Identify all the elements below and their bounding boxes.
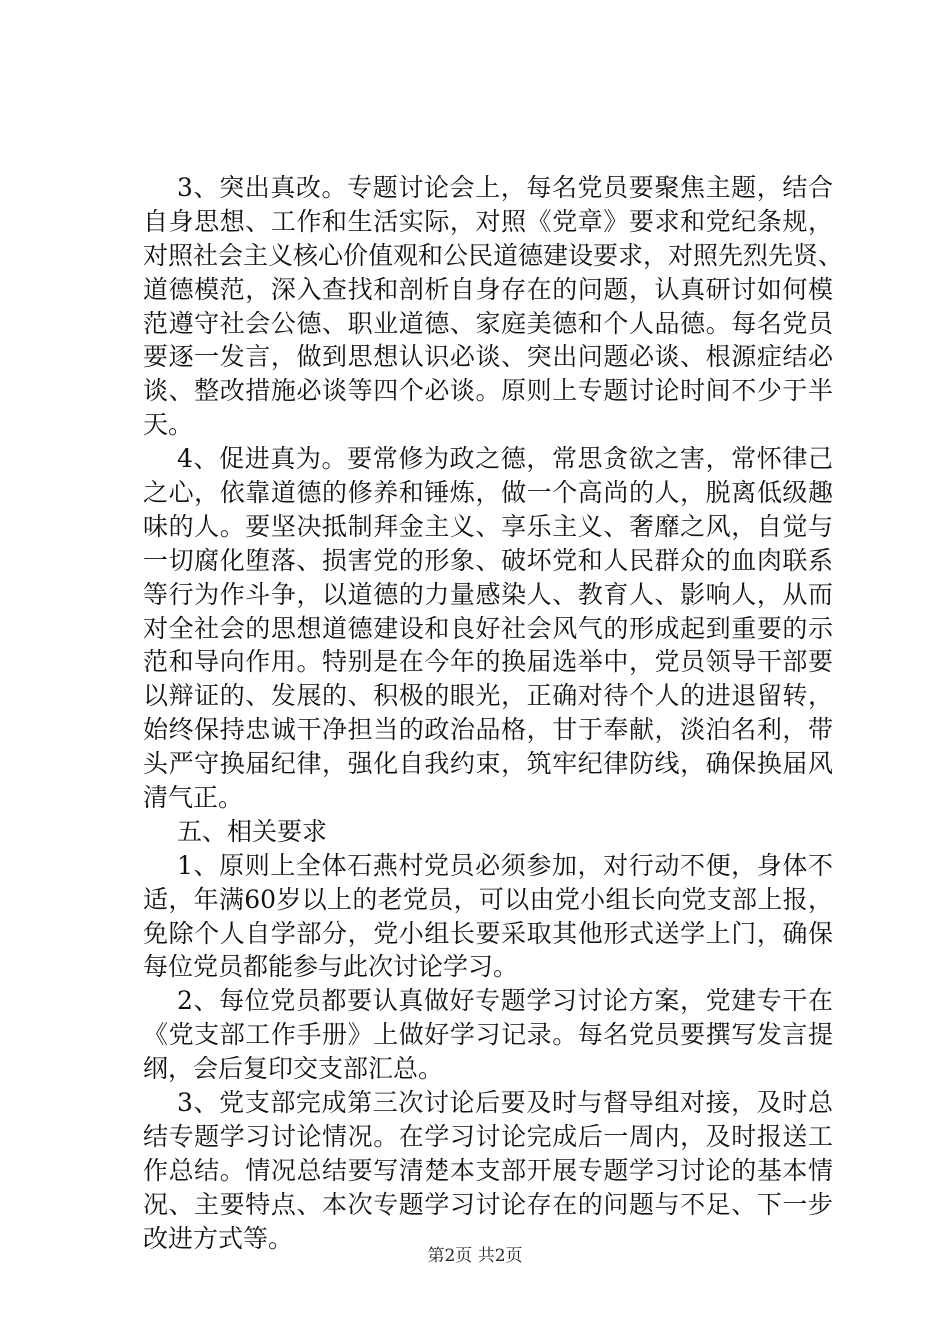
text-line: 每位党员都能参与此次讨论学习。: [143, 952, 519, 982]
text-line: 况、主要特点、本次专题学习讨论存在的问题与不足、下一步: [143, 1189, 833, 1219]
text-line: 之心，依靠道德的修养和锤炼，做一个高尚的人，脱离低级趣: [143, 478, 833, 508]
text-line: 自身思想、工作和生活实际，对照《党章》要求和党纪条规，: [143, 206, 833, 236]
text-line: 适，年满60岁以上的老党员，可以由党小组长向党支部上报，: [143, 884, 833, 914]
text-line: 免除个人自学部分，党小组长要采取其他形式送学上门，确保: [143, 918, 833, 948]
text-line: 范和导向作用。特别是在今年的换届选举中，党员领导干部要: [143, 647, 833, 677]
text-line: 3、党支部完成第三次讨论后要及时与督导组对接，及时总: [177, 1088, 833, 1118]
text-line: 始终保持忠诚干净担当的政治品格，甘于奉献，淡泊名利，带: [143, 715, 833, 745]
text-line: 3、突出真改。专题讨论会上，每名党员要聚焦主题，结合: [177, 173, 833, 202]
page-footer: 第2页 共2页: [427, 1246, 523, 1266]
text-line: 道德模范，深入查找和剖析自身存在的问题，认真研讨如何模: [143, 274, 833, 304]
text-line: 4、促进真为。要常修为政之德，常思贪欲之害，常怀律己: [177, 444, 833, 474]
text-line: 《党支部工作手册》上做好学习记录。每名党员要撰写发言提: [143, 1020, 833, 1050]
text-line: 头严守换届纪律，强化自我约束，筑牢纪律防线，确保换届风: [143, 749, 833, 779]
text-line: 结专题学习讨论情况。在学习讨论完成后一周内，及时报送工: [143, 1121, 833, 1151]
document-body: [143, 171, 844, 1256]
text-line: 对全社会的思想道德建设和良好社会风气的形成起到重要的示: [143, 613, 833, 643]
text-line: 改进方式等。: [143, 1223, 294, 1253]
text-line: 五、相关要求: [177, 816, 328, 846]
text-line: 2、每位党员都要认真做好专题学习讨论方案，党建专干在: [177, 986, 833, 1016]
text-line: 对照社会主义核心价值观和公民道德建设要求，对照先烈先贤、: [143, 240, 844, 270]
text-line: 范遵守社会公德、职业道德、家庭美德和个人品德。每名党员: [143, 308, 833, 338]
text-line: 清气正。: [143, 783, 244, 813]
text-line: 作总结。情况总结要写清楚本支部开展专题学习讨论的基本情: [143, 1155, 833, 1185]
text-line: 味的人。要坚决抵制拜金主义、享乐主义、奢靡之风，自觉与: [143, 511, 833, 541]
text-line: 谈、整改措施必谈等四个必谈。原则上专题讨论时间不少于半: [143, 376, 833, 406]
text-line: 要逐一发言，做到思想认识必谈、突出问题必谈、根源症结必: [143, 342, 833, 372]
text-line: 天。: [143, 410, 194, 440]
text-line: 1、原则上全体石燕村党员必须参加，对行动不便，身体不: [177, 850, 833, 880]
text-line: 一切腐化堕落、损害党的形象、破坏党和人民群众的血肉联系: [143, 545, 833, 575]
text-line: 等行为作斗争，以道德的力量感染人、教育人、影响人，从而: [143, 579, 833, 609]
text-line: 纲，会后复印交支部汇总。: [143, 1054, 444, 1084]
text-line: 以辩证的、发展的、积极的眼光，正确对待个人的进退留转，: [143, 681, 833, 711]
